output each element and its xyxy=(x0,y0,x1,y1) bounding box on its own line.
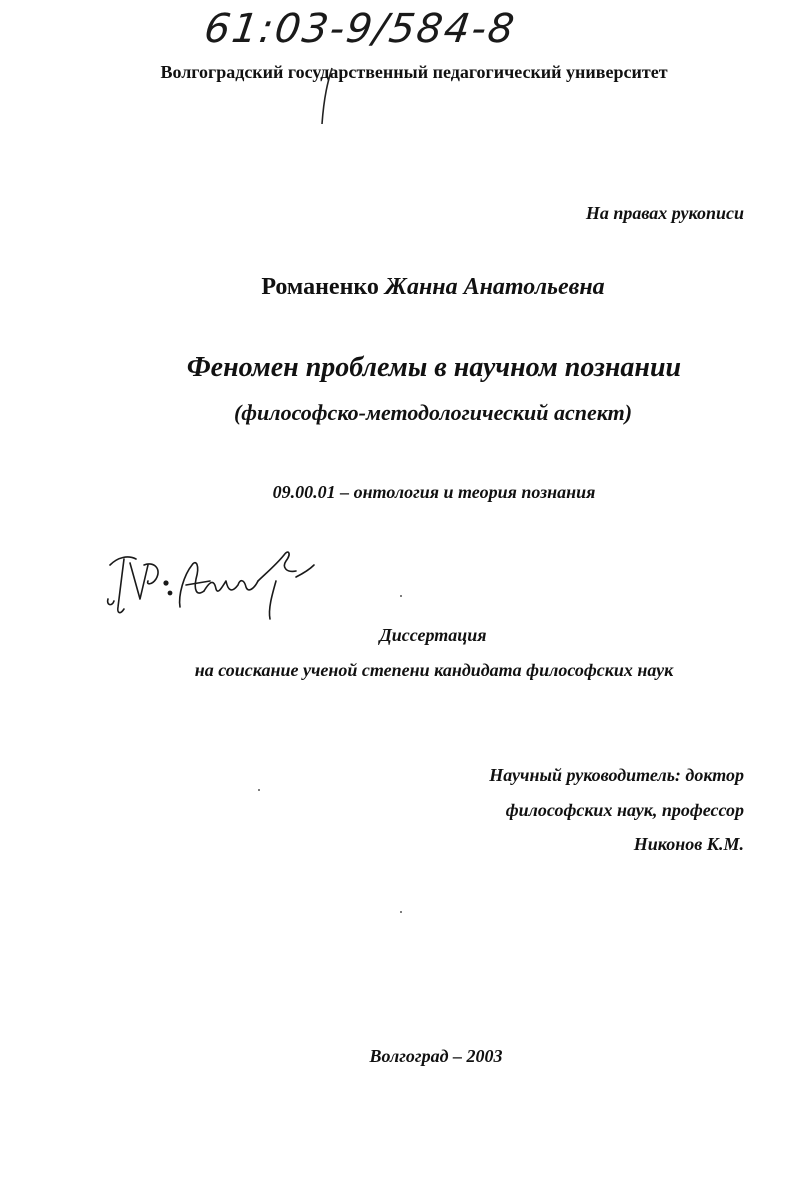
supervisor-title-line2: философских наук, профессор xyxy=(505,800,744,820)
author-given-names: Жанна Анатольевна xyxy=(384,274,605,300)
archive-code-handwritten xyxy=(196,4,519,64)
scan-speck xyxy=(258,789,260,791)
dissertation-degree: на соискание ученой степени кандидата философских наук xyxy=(194,660,674,680)
dissertation-label: Диссертация xyxy=(379,625,487,645)
place-and-year: Волгоград – 2003 xyxy=(369,1046,503,1066)
archive-code-text: 61:03-9/584-8 xyxy=(201,6,519,52)
specialty-code: 09.00.01 – онтология и теория познания xyxy=(272,482,596,502)
dissertation-subtitle: (философско-методологический аспект) xyxy=(233,400,633,425)
university-name: Волгоградский государственный педагогический университет xyxy=(160,62,668,82)
supervisor-name: Никонов К.М. xyxy=(633,834,744,854)
dissertation-title: Феномен проблемы в научном познании xyxy=(186,352,682,383)
author-surname: Романенко xyxy=(261,274,379,300)
pen-stroke-mark xyxy=(318,66,338,126)
signature-image xyxy=(100,535,330,625)
manuscript-note: На правах рукописи xyxy=(585,203,744,223)
author-name xyxy=(0,274,798,301)
scan-speck xyxy=(400,595,402,597)
scan-speck xyxy=(400,911,402,913)
supervisor-title-line1: Научный руководитель: доктор xyxy=(489,765,744,785)
